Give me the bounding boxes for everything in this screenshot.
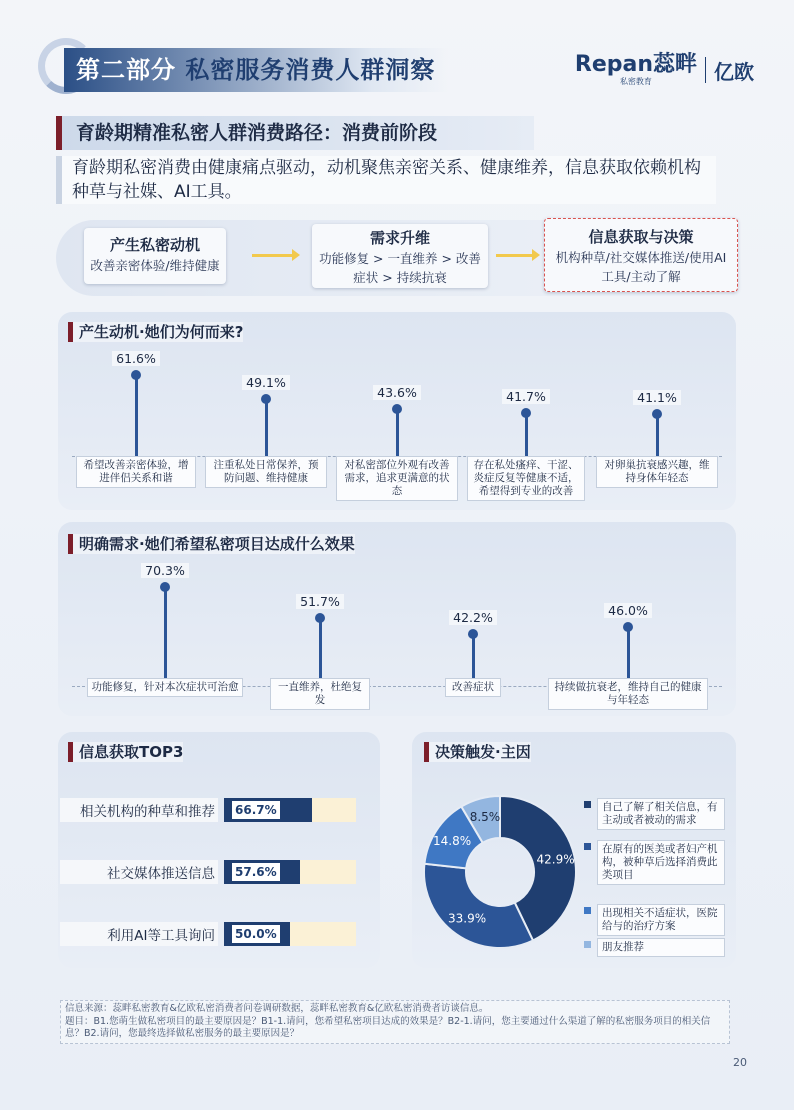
motivation-category-label: 注重私处日常保养，预防问题、维持健康: [205, 456, 327, 488]
footer-questions: 题目：B1.您萌生做私密项目的最主要原因是？B1-1.请问，您希望私密项目达成的效果是？B2-1.请问，您主要通过什么渠道了解的私密服务项目的相关信息？B2.请问，您最终选择做私密服务的最主要原因是？: [65, 1015, 711, 1039]
legend-label: 出现相关不适症状，医院给与的治疗方案: [597, 904, 725, 936]
needs-value-label: 70.3%: [141, 563, 189, 578]
needs-value-label: 51.7%: [296, 594, 344, 609]
needs-category-label: 改善症状: [445, 678, 501, 697]
donut-slice-label: 33.9%: [448, 911, 487, 926]
section-number: 第二部分: [76, 56, 176, 84]
repan-logo: Repan蕊畔 私密教育: [574, 51, 697, 86]
top3-title: 信息获取TOP3: [68, 742, 183, 762]
brand-logos: [575, 52, 754, 88]
brand-divider: [705, 57, 706, 83]
flow-step-motivation: 产生私密动机 改善亲密体验/维持健康: [84, 228, 226, 284]
motivation-stem: [135, 375, 138, 456]
motivation-category-label: 对卵巢抗衰感兴趣，维持身体年轻态: [596, 456, 718, 488]
top3-bar-label: 利用AI等工具询问: [60, 922, 218, 946]
decision-donut-chart: [418, 790, 582, 954]
legend-label: 在原有的医美或者妇产机构，被种草后选择消费此类项目: [597, 840, 725, 885]
section-name: 私密服务消费人群洞察: [185, 56, 436, 84]
legend-swatch: [584, 843, 591, 850]
donut-slice: [424, 864, 533, 948]
needs-stem: [319, 618, 322, 678]
needs-dot: [315, 613, 325, 623]
legend-item: [584, 840, 725, 885]
needs-stem: [164, 587, 167, 678]
top3-bar-fill: [224, 860, 300, 884]
legend-swatch: [584, 801, 591, 808]
top3-bar-track: [224, 798, 356, 822]
needs-category-label: 一直维养，杜绝复发: [270, 678, 370, 710]
legend-item: [584, 938, 725, 957]
legend-item: [584, 798, 725, 830]
needs-category-label: 持续做抗衰老，维持自己的健康与年轻态: [548, 678, 708, 710]
needs-stem: [472, 634, 475, 678]
motivation-value-label: 49.1%: [242, 375, 290, 390]
top3-bar-label: 社交媒体推送信息: [60, 860, 218, 884]
page-number: 20: [733, 1056, 747, 1069]
legend-label: 朋友推荐: [597, 938, 725, 957]
footer-source: 信息来源：蕊畔私密教育&亿欧私密消费者问卷调研数据，蕊畔私密教育&亿欧私密消费者访谈信息。: [65, 1003, 489, 1014]
motivation-category-label: 对私密部位外观有改善需求，追求更满意的状态: [336, 456, 458, 501]
needs-title: 明确需求·她们希望私密项目达成什么效果: [68, 534, 355, 554]
donut-slice-label: 42.9%: [536, 852, 575, 867]
donut-slice-label: 14.8%: [433, 834, 472, 849]
motivation-dot: [131, 370, 141, 380]
needs-stem: [627, 627, 630, 678]
top3-bar-value: 66.7%: [232, 801, 280, 819]
motivation-dot: [652, 409, 662, 419]
motivation-stem: [265, 399, 268, 456]
donut-slice-label: 8.5%: [469, 810, 501, 825]
flow-step-needs: 需求升维 功能修复 > 一直维养 > 改善症状 > 持续抗衰: [312, 224, 488, 288]
page-subheading: 育龄期精准私密人群消费路径：消费前阶段: [56, 116, 534, 150]
motivation-stem: [396, 409, 399, 456]
motivation-category-label: 希望改善亲密体验，增进伴侣关系和谐: [76, 456, 196, 488]
needs-category-label: 功能修复，针对本次症状可治愈: [87, 678, 243, 697]
top3-bar-track: [224, 860, 356, 884]
legend-swatch: [584, 907, 591, 914]
motivation-title: 产生动机·她们为何而来?: [68, 322, 243, 342]
flow-step-decision: 信息获取与决策 机构种草/社交媒体推送/使用AI工具/主动了解: [544, 218, 738, 292]
flow-arrow: [252, 254, 294, 257]
top3-bar-fill: [224, 922, 290, 946]
decision-title: 决策触发·主因: [424, 742, 531, 762]
motivation-value-label: 41.7%: [502, 389, 550, 404]
yiou-logo: 亿欧: [714, 59, 754, 84]
legend-label: 自己了解了相关信息，有主动或者被动的需求: [597, 798, 725, 830]
motivation-dot: [392, 404, 402, 414]
top3-bar-value: 50.0%: [232, 925, 280, 943]
motivation-category-label: 存在私处瘙痒、干涩、炎症反复等健康不适，希望得到专业的改善: [467, 456, 585, 501]
motivation-value-label: 61.6%: [112, 351, 160, 366]
motivation-stem: [525, 413, 528, 456]
needs-dot: [468, 629, 478, 639]
top3-bar-value: 57.6%: [232, 863, 280, 881]
summary-text: 育龄期私密消费由健康痛点驱动，动机聚焦亲密关系、健康维养，信息获取依赖机构种草与社媒、AI工具。: [56, 156, 716, 204]
top3-bar-track: [224, 922, 356, 946]
legend-swatch: [584, 941, 591, 948]
footer-notes: [60, 1000, 730, 1044]
top3-bar-label: 相关机构的种草和推荐: [60, 798, 218, 822]
top3-bar-fill: [224, 798, 312, 822]
motivation-stem: [656, 414, 659, 456]
motivation-value-label: 43.6%: [373, 385, 421, 400]
flow-arrow: [496, 254, 534, 257]
needs-value-label: 46.0%: [604, 603, 652, 618]
motivation-dot: [261, 394, 271, 404]
motivation-dot: [521, 408, 531, 418]
section-title: [64, 48, 449, 92]
legend-item: [584, 904, 725, 936]
needs-value-label: 42.2%: [449, 610, 497, 625]
motivation-value-label: 41.1%: [633, 390, 681, 405]
